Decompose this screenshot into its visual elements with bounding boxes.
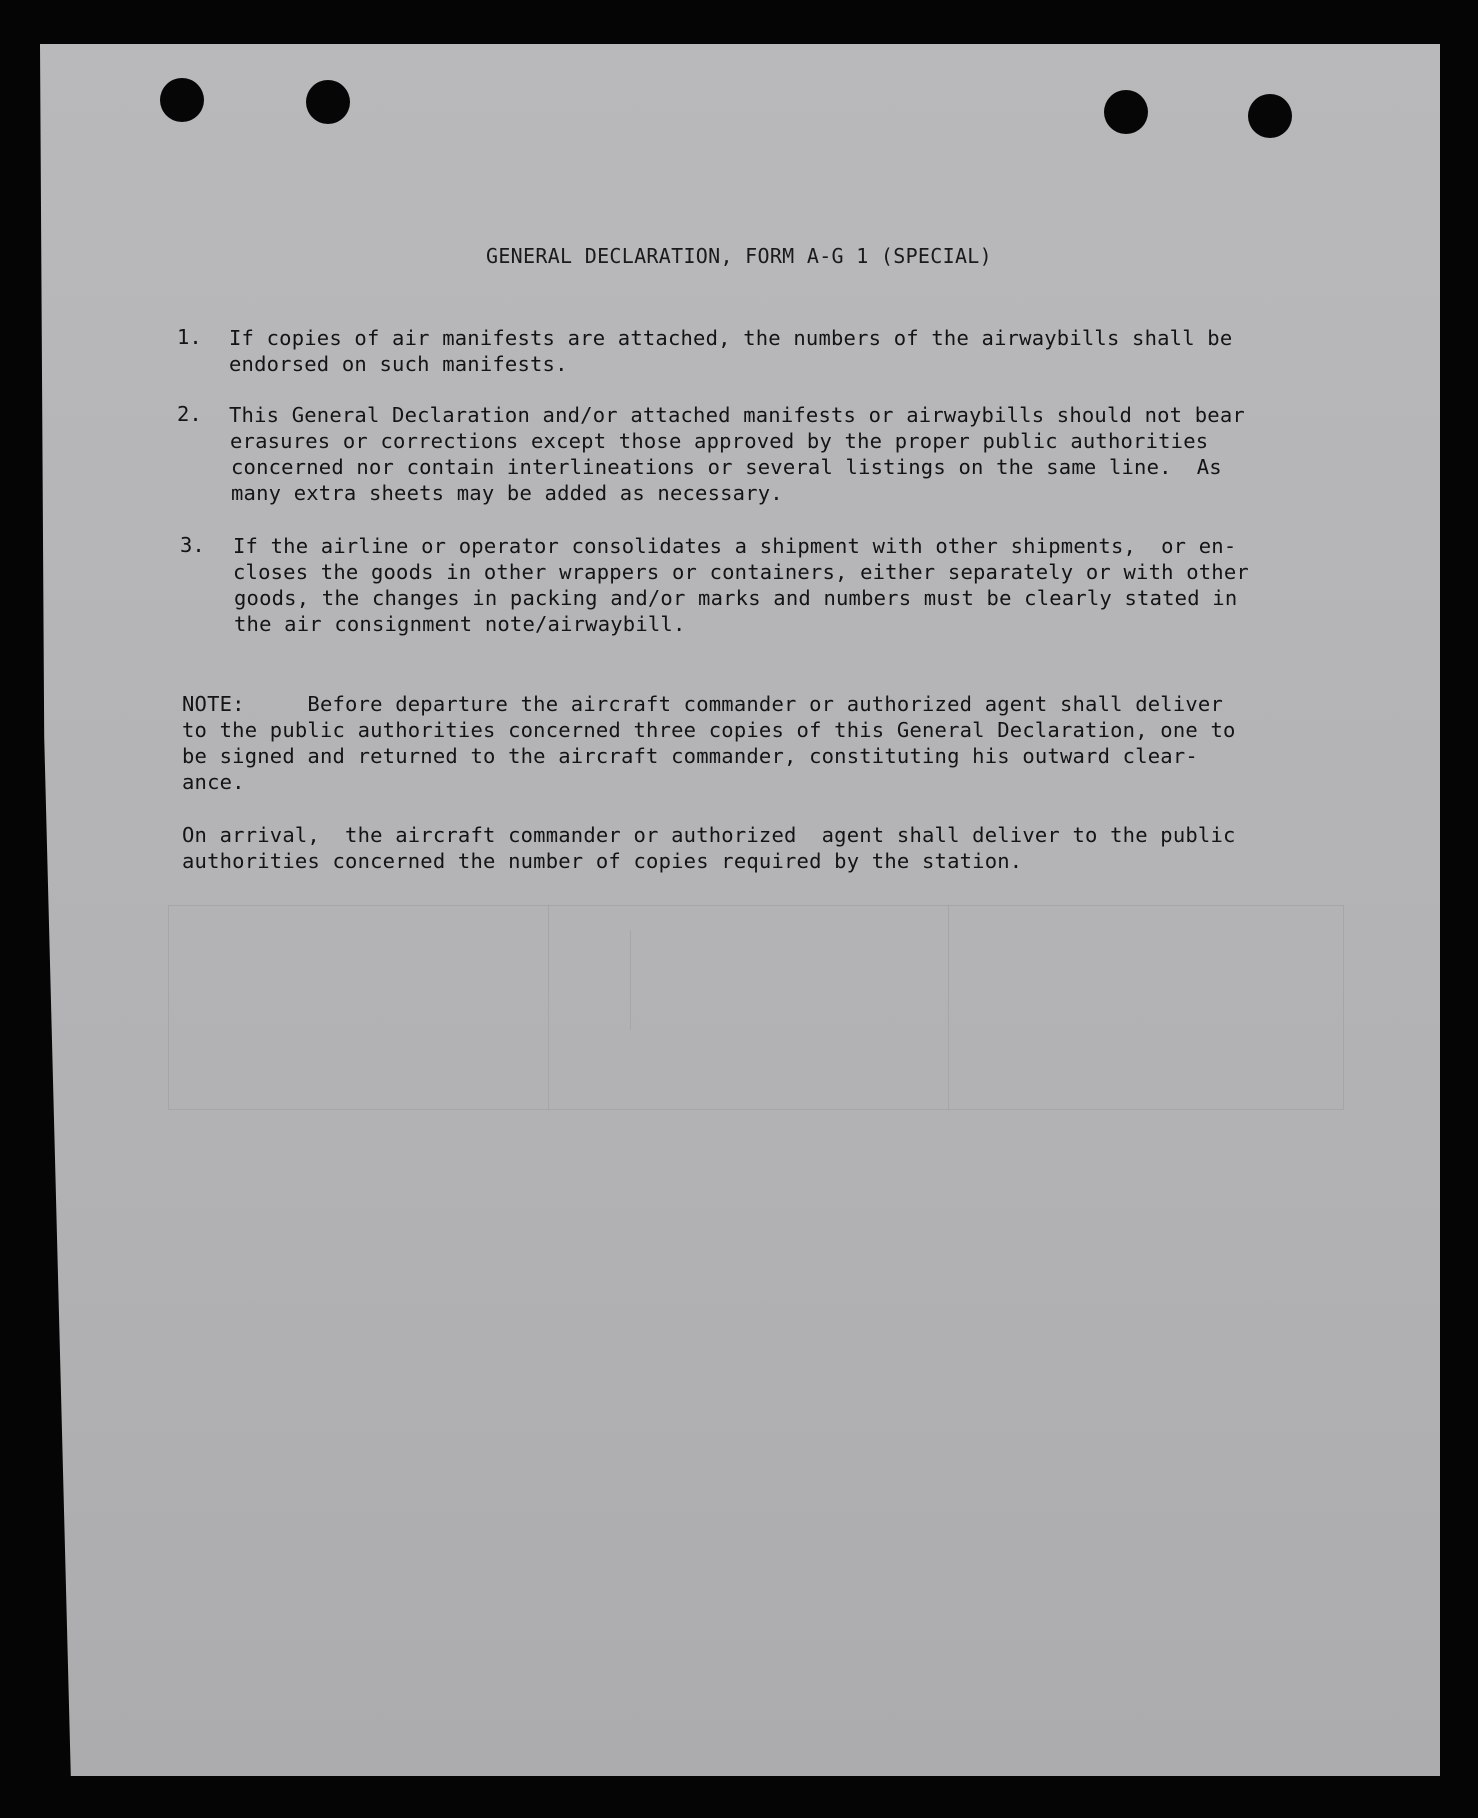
item-number: 3.: [180, 533, 205, 557]
note-line-4: ance.: [182, 770, 245, 794]
note-line-3: be signed and returned to the aircraft commander, constituting his outward clear-: [182, 744, 1198, 768]
item-3-line-1: If the airline or operator consolidates a shipment with other shipments, or en-: [233, 534, 1237, 558]
item-2-line-2: erasures or corrections except those approved by the proper public authorities: [230, 429, 1209, 453]
item-3-line-2: closes the goods in other wrappers or containers, either separately or with other: [233, 560, 1249, 584]
item-3-line-3: goods, the changes in packing and/or marks and numbers must be clearly stated in: [234, 586, 1238, 610]
punch-hole-2: [306, 80, 350, 124]
punch-hole-1: [160, 78, 204, 122]
item-1-line-1: If copies of air manifests are attached, the numbers of the airwaybills shall be: [229, 326, 1233, 350]
item-3-line-4: the air consignment note/airwaybill.: [234, 612, 686, 636]
bleed-through-line: [948, 905, 949, 1110]
bleed-through-line: [630, 930, 631, 1030]
arrival-line-2: authorities concerned the number of copies required by the station.: [182, 849, 1023, 873]
item-2-line-3: concerned nor contain interlineations or several listings on the same line. As: [231, 455, 1222, 479]
arrival-line-1: On arrival, the aircraft commander or authorized agent shall deliver to the public: [182, 823, 1236, 847]
item-2-line-1: This General Declaration and/or attached manifests or airwaybills should not bear: [229, 403, 1245, 427]
punch-hole-3: [1104, 90, 1148, 134]
item-number: 1.: [177, 325, 202, 349]
item-number: 2.: [177, 402, 202, 426]
note-line-1: NOTE: Before departure the aircraft commander or authorized agent shall deliver: [182, 692, 1223, 716]
bleed-through-table: [168, 905, 1344, 1110]
note-line-2: to the public authorities concerned three copies of this General Declaration, one to: [182, 718, 1236, 742]
page-title: GENERAL DECLARATION, FORM A-G 1 (SPECIAL): [486, 244, 992, 268]
item-1-line-2: endorsed on such manifests.: [229, 352, 568, 376]
punch-hole-4: [1248, 94, 1292, 138]
bleed-through-line: [548, 905, 549, 1110]
item-2-line-4: many extra sheets may be added as necessary.: [231, 481, 783, 505]
